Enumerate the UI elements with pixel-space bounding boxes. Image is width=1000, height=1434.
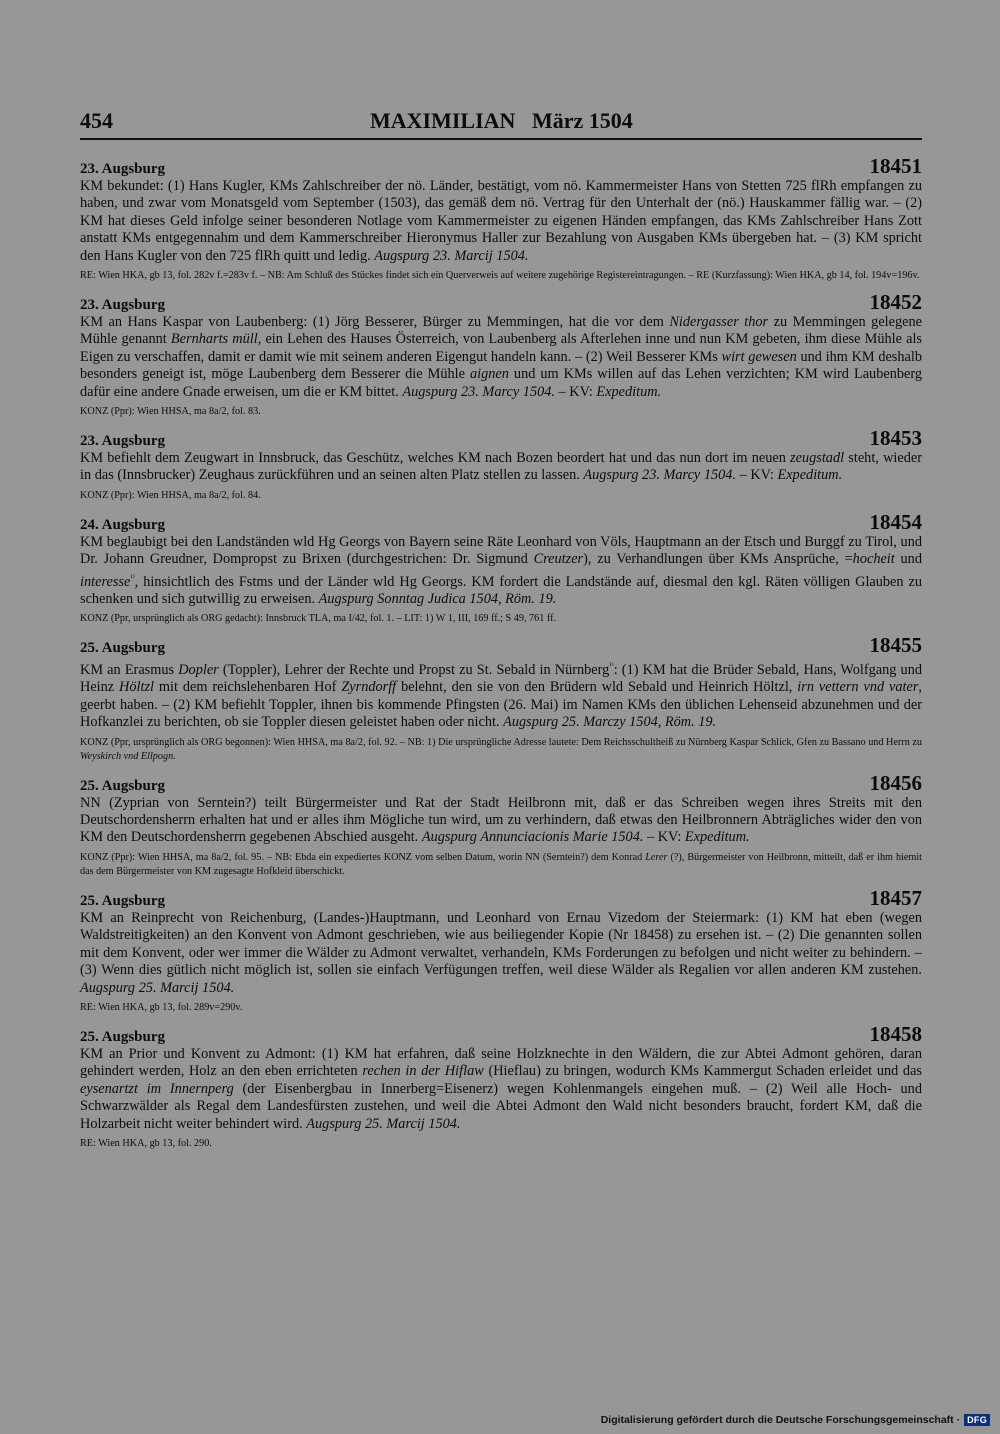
text-run: (Toppler), Lehrer der Rechte und Propst zu St. Sebald in Nürnberg [218, 662, 610, 679]
entry-list [80, 156, 922, 1160]
italic-text-run: Expeditum. [596, 383, 662, 400]
entry-number: 18458 [869, 1021, 922, 1046]
text-run: : (1) KM hat die Brüder Sebald, Hans, Wolfgang und Heinz [80, 662, 922, 696]
entry-number: 18452 [869, 290, 922, 315]
text-run: KONZ (Ppr, ursprünglich als ORG gedacht): Innsbruck TLA, ma I/42, fol. 1. – LIT: 1) W 1, III, 169 ff.; S 49, 761 ff. [80, 613, 557, 625]
italic-text-run: Dopler [178, 662, 219, 679]
italic-text-run: Augspurg 25. Marcij 1504. [306, 1115, 461, 1132]
entry-18455 [80, 635, 922, 763]
entry-heading [80, 770, 922, 795]
entry-source-note [80, 269, 922, 283]
running-title: MAXIMILIAN März 1504 [370, 108, 633, 133]
entry-18457 [80, 885, 922, 1015]
italic-text-run: eysenartzt im Innernperg [80, 1080, 234, 1097]
entry-source-note [80, 1137, 922, 1151]
entry-heading [80, 1021, 922, 1046]
entry-number: 18457 [869, 885, 922, 910]
entry-body [80, 450, 922, 485]
text-run: KONZ (Ppr, ursprünglich als ORG begonnen): Wien HHSA, ma 8a/2, fol. 92. – NB: 1) Die ursprüngliche Adresse lautete: Dem Reichsschultheiß zu Nürnberg Kaspar Schlick, Gfen zu Bassano und Herrn zu [80, 736, 922, 748]
entry-heading [80, 428, 922, 450]
footer [601, 1414, 990, 1426]
entry-18453 [80, 428, 922, 503]
entry-heading [80, 885, 922, 910]
italic-text-run: Augspurg 23. Marcy 1504. [402, 383, 555, 400]
entry-body [80, 1046, 922, 1133]
dfg-logo-icon: DFG [964, 1414, 990, 1426]
italic-text-run: Augspurg 23. Marcy 1504. [583, 467, 737, 484]
entry-source-note [80, 736, 922, 764]
text-run: KONZ (Ppr): Wien HHSA, ma 8a/2, fol. 83. [80, 406, 261, 418]
entry-date-place: 25. Augsburg [80, 640, 166, 657]
entry-heading [80, 635, 922, 657]
entry-body [80, 534, 922, 608]
text-run: ¹⁾ [609, 661, 614, 671]
text-run: RE: Wien HKA, gb 13, fol. 290. [80, 1137, 212, 1149]
text-run: und um KMs willen auf das Lehen verzichten; KM wird Laubenberg dafür eine andere Gnade erweisen, um die er KM bittet. [80, 366, 922, 400]
page-header [80, 108, 922, 140]
entry-heading [80, 509, 922, 534]
entry-number: 18455 [869, 633, 922, 658]
entry-date-place: 25. Augsburg [80, 777, 166, 794]
italic-text-run: Augspurg Sonntag Judica 1504, Röm. 19. [318, 590, 557, 607]
italic-text-run: zeugstadl [790, 450, 845, 467]
text-run: KM an Hans Kaspar von Laubenberg: (1) Jörg Besserer, Bürger zu Memmingen, hat die vor dem [80, 314, 670, 331]
text-run: – KV: [554, 383, 597, 400]
italic-text-run: Höltzl [119, 679, 155, 696]
entry-date-place: 23. Augsburg [80, 433, 166, 450]
text-run: KM bekundet: (1) Hans Kugler, KMs Zahlschreiber der nö. Länder, bestätigt, vom nö. Kammermeister Hans von Stetten 725 flRh empfangen zu haben, und zwar vom Monatsgeld vom September (1503), das gemäß dem nö. Vertrag für den Unterhalt der (nö.) Hauskammer fällig war. – (2) KM hat dieses Geld infolge seiner besonderen Notlage vom Kammermeister zu eigenen Händen empfangen, das KMs Zahlschreiber Hans Zott anstatt KMs entgegennahm und dem Kammerschreiber Hieronymus Haller zur Bezahlung von Ausgaben KMs übergeben hat. – (3) KM spricht den Hans Kugler von den 725 flRh quitt und ledig. [80, 178, 922, 264]
italic-text-run: Augspurg 25. Marcij 1504. [80, 979, 235, 996]
text-run: ), zu Verhandlungen über KMs Ansprüche, = [583, 551, 853, 568]
entry-heading [80, 292, 922, 314]
text-run: KM an Erasmus [80, 662, 179, 679]
text-run: (Hieflau) zu bringen, wodurch KMs Kammergut Schaden erleidet und das [483, 1063, 922, 1080]
italic-text-run: Nidergasser thor [669, 314, 769, 331]
italic-text-run: aignen [469, 366, 509, 383]
entry-number: 18456 [869, 770, 922, 795]
italic-text-run: interesse [80, 573, 131, 590]
text-run: KM beglaubigt bei den Landständen wld Hg Georgs von Bayern seine Räte Leonhard von Völs, Hauptmann an der Etsch und Burggf zu Tirol, und Dr. Johann Greudner, Dompropst zu Brixen (durchgestrichen: Dr. Sigmund [80, 533, 922, 568]
entry-source-note [80, 1001, 922, 1015]
italic-text-run: Creutzer [533, 551, 584, 568]
entry-body [80, 795, 922, 847]
entry-date-place: 23. Augsburg [80, 161, 166, 177]
footer-credit: Digitalisierung gefördert durch die Deutsche Forschungsgemeinschaft · [600, 1414, 961, 1426]
entry-number: 18451 [869, 154, 922, 178]
entry-18452 [80, 292, 922, 419]
entry-number: 18454 [869, 509, 922, 534]
entry-date-place: 23. Augsburg [80, 297, 166, 314]
text-run: belehnt, den sie von den Brüdern wld Sebald und Heinrich Höltzl, [396, 679, 798, 696]
text-run: KM befiehlt dem Zeugwart in Innsbruck, das Geschütz, welches KM nach Bozen beordert hat und das nun dort im neuen [80, 450, 791, 467]
entry-18454 [80, 509, 922, 626]
text-run: , ein Lehen des Hauses Österreich, von Laubenberg als Afterlehen inne und nun KM gebeten, ihm diese Mühle als Eigen zu verschaffen, damit er damit wie mit seinem anderen Eigengut handeln kann. – (2) Weil Besserer KMs [80, 331, 922, 365]
text-run: , hinsichtlich des Fstms und der Länder wld Hg Georgs. KM fordert die Landstände auf, diesmal den kgl. Räten völligen Glauben zu schenken und sich gutwillig zu erweisen. [80, 573, 922, 607]
italic-text-run: Weyskirch vnd Ellpogn. [80, 750, 176, 762]
entry-body [80, 314, 922, 401]
text-run: KM an Prior und Konvent zu Admont: (1) KM hat erfahren, daß seine Holzknechte in den Wäldern, die zur Abtei Admont gehören, daran gehindert werden, Holz an den eben errichteten [80, 1045, 922, 1080]
entry-body [80, 910, 922, 997]
text-run: und ihm KM deshalb besonders geneigt ist, möge Laubenberg dem Besserer die Mühle [80, 348, 922, 383]
text-run: KONZ (Ppr): Wien HHSA, ma 8a/2, fol. 95. – NB: Ebda ein expediertes KONZ vom selben Datum, worin NN (Serntein?) dem Konrad [80, 851, 646, 863]
italic-text-run: Expeditum. [684, 829, 750, 846]
italic-text-run: irn vettern vnd vater [797, 679, 919, 696]
text-run: und [894, 551, 922, 568]
entry-source-note [80, 851, 922, 879]
text-run: mit dem reichslehenbaren Hof [154, 679, 342, 696]
text-run: KONZ (Ppr): Wien HHSA, ma 8a/2, fol. 84. [80, 489, 261, 501]
entry-body [80, 178, 922, 265]
text-run: , geerbt haben. – (2) KM befiehlt Toppler, ihnen bis kommende Pfingsten (26. Mai) im Namen KMs den üblichen Lehenseid abzunehmen und der Hofkanzlei zu berichten, ob sie Toppler diesen geleistet haben oder nicht. [80, 679, 922, 731]
italic-text-run: Zyrndorff [341, 679, 397, 696]
text-run: – KV: [736, 467, 778, 484]
italic-text-run: rechen in der Hiflaw [362, 1063, 484, 1080]
entry-date-place: 25. Augsburg [80, 1028, 166, 1045]
italic-text-run: Augspurg Annunciacionis Marie 1504. [421, 829, 644, 846]
text-run: ¹⁾ [130, 572, 135, 582]
entry-source-note [80, 489, 922, 503]
entry-source-note [80, 405, 922, 419]
entry-18451 [80, 156, 922, 283]
entry-source-note [80, 612, 922, 626]
text-run: – KV: [643, 829, 685, 846]
text-run: RE: Wien HKA, gb 13, fol. 282v f.=283v f. – NB: Am Schluß des Stückes findet sich ein Querverweis auf weitere zugehörige Registereintragungen. – RE (Kurzfassung): Wien HKA, gb 14, fol. 194v=196v. [80, 270, 920, 282]
entry-number: 18453 [869, 426, 922, 451]
page-number: 454 [80, 108, 113, 133]
entry-heading [80, 156, 922, 178]
italic-text-run: Augspurg 23. Marcij 1504. [374, 247, 529, 264]
entry-date-place: 24. Augsburg [80, 516, 166, 533]
italic-text-run: Augspurg 25. Marczy 1504, Röm. 19. [503, 714, 717, 731]
text-run: steht, wieder in das (Innsbrucker) Zeughaus zurückführen und an seinen alten Platz stellen zu lassen. [80, 450, 922, 484]
text-run: RE: Wien HKA, gb 13, fol. 289v=290v. [80, 1001, 243, 1013]
italic-text-run: wirt gewesen [721, 348, 797, 365]
text-run: (?), Bürgermeister von Heilbronn, mitteilt, daß er ihm hiemit das dem Bürgermeister von KM zugesagte Hofkleid überschickt. [80, 851, 922, 877]
italic-text-run: hocheit [852, 551, 895, 568]
text-run: (der Eisenbergbau in Innerberg=Eisenerz) wegen Kohlenmangels eingehen muß. – (2) Weil alle Hoch- und Schwarzwälder als Regal dem Landesfürsten zustehen, und weil die Abtei Admont den Wald nicht besonders braucht, fordert KM, daß die Holzarbeit nicht weiter behindert wird. [80, 1080, 922, 1132]
text-run: zu Memmingen gelegene Mühle genannt [80, 314, 922, 348]
text-run: KM an Reinprecht von Reichenburg, (Landes-)Hauptmann, und Leonhard von Ernau Vizedom der Steiermark: (1) KM hat eben (wegen Waldstreitigkeiten) an den Konvent von Admont geschrieben, wie aus beiliegender Kopie (Nr 18458) zu ersehen ist. – (2) Die genannten sollen mit dem Konvent, oder wer immer die Wälder zu Admont verwaltet, verhandeln, KMs Forderungen zu befolgen und nicht weiter zu behindern. – (3) Wenn dies gütlich nicht möglich ist, sollen sie einfach Verfügungen treffen, weil diese Wälder als Regalien vor allen anderen KM zustehen. [80, 909, 922, 979]
entry-date-place: 25. Augsburg [80, 892, 166, 909]
italic-text-run: Lerer [645, 851, 668, 863]
entry-18458 [80, 1021, 922, 1151]
entry-body [80, 657, 922, 731]
italic-text-run: Expeditum. [777, 467, 843, 484]
entry-18456 [80, 770, 922, 879]
text-run: NN (Zyprian von Serntein?) teilt Bürgermeister und Rat der Stadt Heilbronn mit, daß er das Schreiben wegen ihres Streits mit den Deutschordensherrn erhalten hat und er alles ihm Mögliche tun wird, um zu verhindern, daß etwas den Heilbronnern Abträgliches wider den von KM den Deutschordensherrn gegebenen Abschied ausgeht. [80, 794, 922, 846]
italic-text-run: Bernharts müll [170, 331, 258, 348]
